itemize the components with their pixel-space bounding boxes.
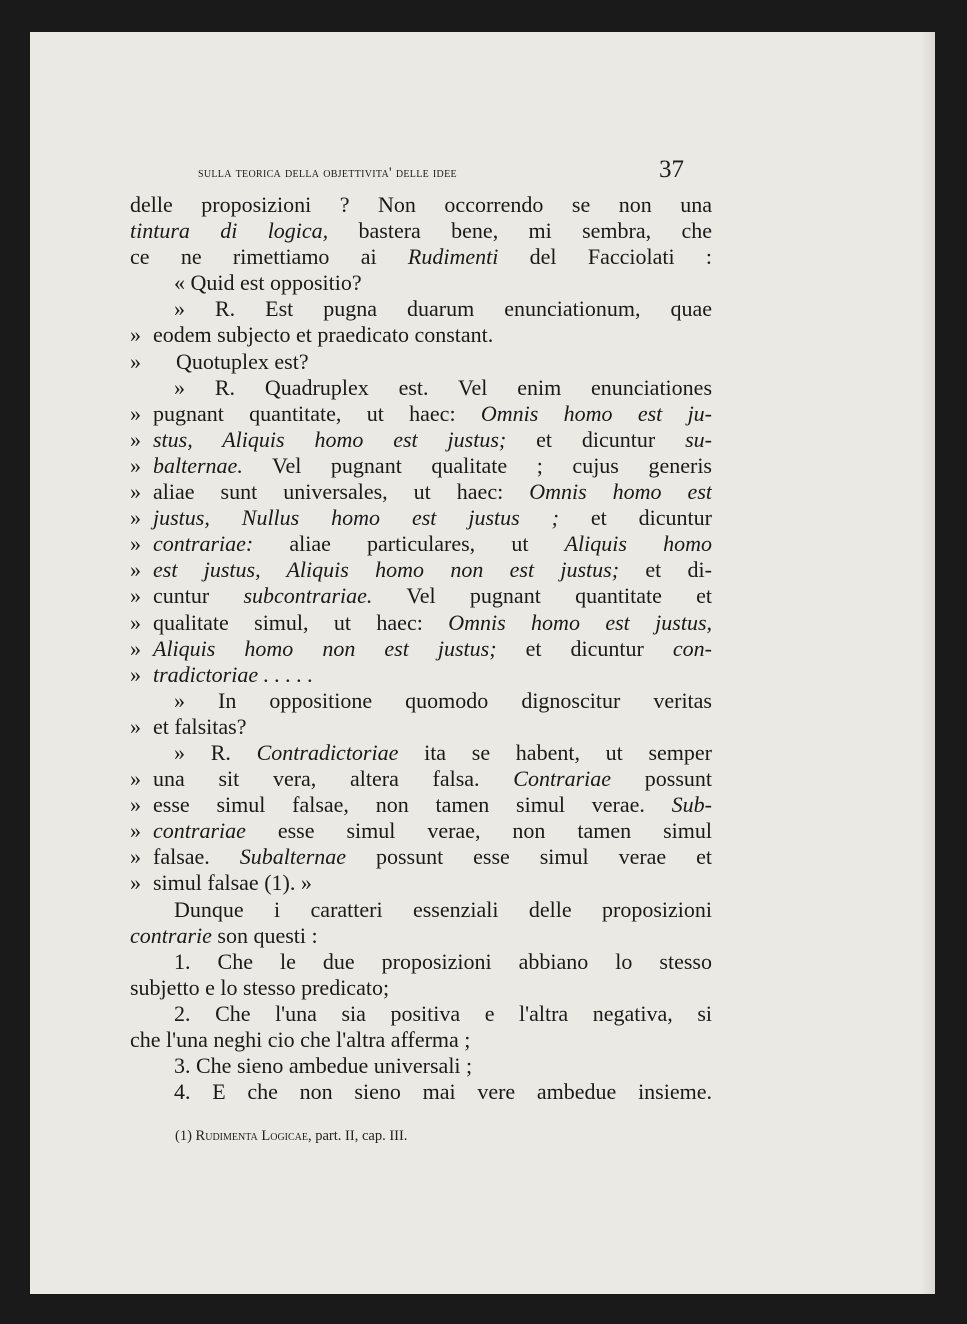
text-line: » aliae sunt universales, ut haec: Omnis homo est <box>130 479 712 505</box>
text-line: » Aliquis homo non est justus; et dicuntur con- <box>130 635 712 661</box>
text-line: » contrariae esse simul verae, non tamen simul <box>130 818 712 844</box>
text-line: « Quid est oppositio? <box>174 270 362 296</box>
page-edge-shadow <box>921 32 935 1294</box>
text-line: » pugnant quantitate, ut haec: Omnis homo est ju- <box>130 400 712 426</box>
text-line: » R. Est pugna duarum enunciationum, quae <box>174 296 712 322</box>
text-line: contrarie son questi : <box>130 922 318 948</box>
text-line: Dunque i caratteri essenziali delle proposizioni <box>174 896 712 922</box>
text-line: » est justus, Aliquis homo non est justus; et di- <box>130 557 712 583</box>
text-line: ce ne rimettiamo ai Rudimenti del Facciolati : <box>130 244 712 270</box>
text-line: 2. Che l'una sia positiva e l'altra negativa, si <box>174 1000 712 1026</box>
text-line: » falsae. Subalternae possunt esse simul verae et <box>130 844 712 870</box>
footnote <box>175 1128 695 1145</box>
text-line: » stus, Aliquis homo est justus; et dicuntur su- <box>130 426 712 452</box>
body-text <box>130 192 712 1105</box>
text-line: » In oppositione quomodo dignoscitur veritas <box>174 687 712 713</box>
text-line: 1. Che le due proposizioni abbiano lo stesso <box>174 948 712 974</box>
running-header-title: sulla teorica della objettivita' delle idee <box>198 165 457 181</box>
footnote-marker: (1) <box>175 1128 192 1144</box>
page-number: 37 <box>659 156 684 183</box>
text-line: » qualitate simul, ut haec: Omnis homo est justus, <box>130 609 712 635</box>
text-line: » una sit vera, altera falsa. Contrariae possunt <box>130 766 712 792</box>
text-line: che l'una neghi cio che l'altra afferma ; <box>130 1027 471 1052</box>
footnote-reference: , part. II, cap. III. <box>308 1128 408 1144</box>
text-line: tintura di logica, bastera bene, mi sembra, che <box>130 218 712 244</box>
text-line: » contrariae: aliae particulares, ut Aliquis homo <box>130 531 712 557</box>
text-line: » justus, Nullus homo est justus ; et dicuntur <box>130 505 712 531</box>
text-line: » R. Contradictoriae ita se habent, ut semper <box>174 739 712 765</box>
text-line: delle proposizioni ? Non occorrendo se non una <box>130 192 712 217</box>
text-line: » tradictoriae . . . . . <box>130 661 314 687</box>
text-line: subjetto e lo stesso predicato; <box>130 974 390 1000</box>
text-line: » et falsitas? <box>130 713 247 739</box>
footnote-title: Rudimenta Logicae <box>195 1128 308 1144</box>
running-header <box>198 156 684 192</box>
book-page <box>30 32 935 1294</box>
text-line: » R. Quadruplex est. Vel enim enunciationes <box>174 374 712 400</box>
text-line: » esse simul falsae, non tamen simul verae. Sub- <box>130 792 712 818</box>
text-line: » Quotuplex est? <box>130 348 309 374</box>
text-line: » eodem subjecto et praedicato constant. <box>130 322 494 348</box>
text-line: » simul falsae (1). » <box>130 870 312 896</box>
text-line: » cuntur subcontrariae. Vel pugnant quantitate et <box>130 583 712 609</box>
text-line: 4. E che non sieno mai vere ambedue insieme. <box>174 1079 712 1105</box>
text-line: » balternae. Vel pugnant qualitate ; cujus generis <box>130 452 712 478</box>
text-line: 3. Che sieno ambedue universali ; <box>174 1053 473 1079</box>
